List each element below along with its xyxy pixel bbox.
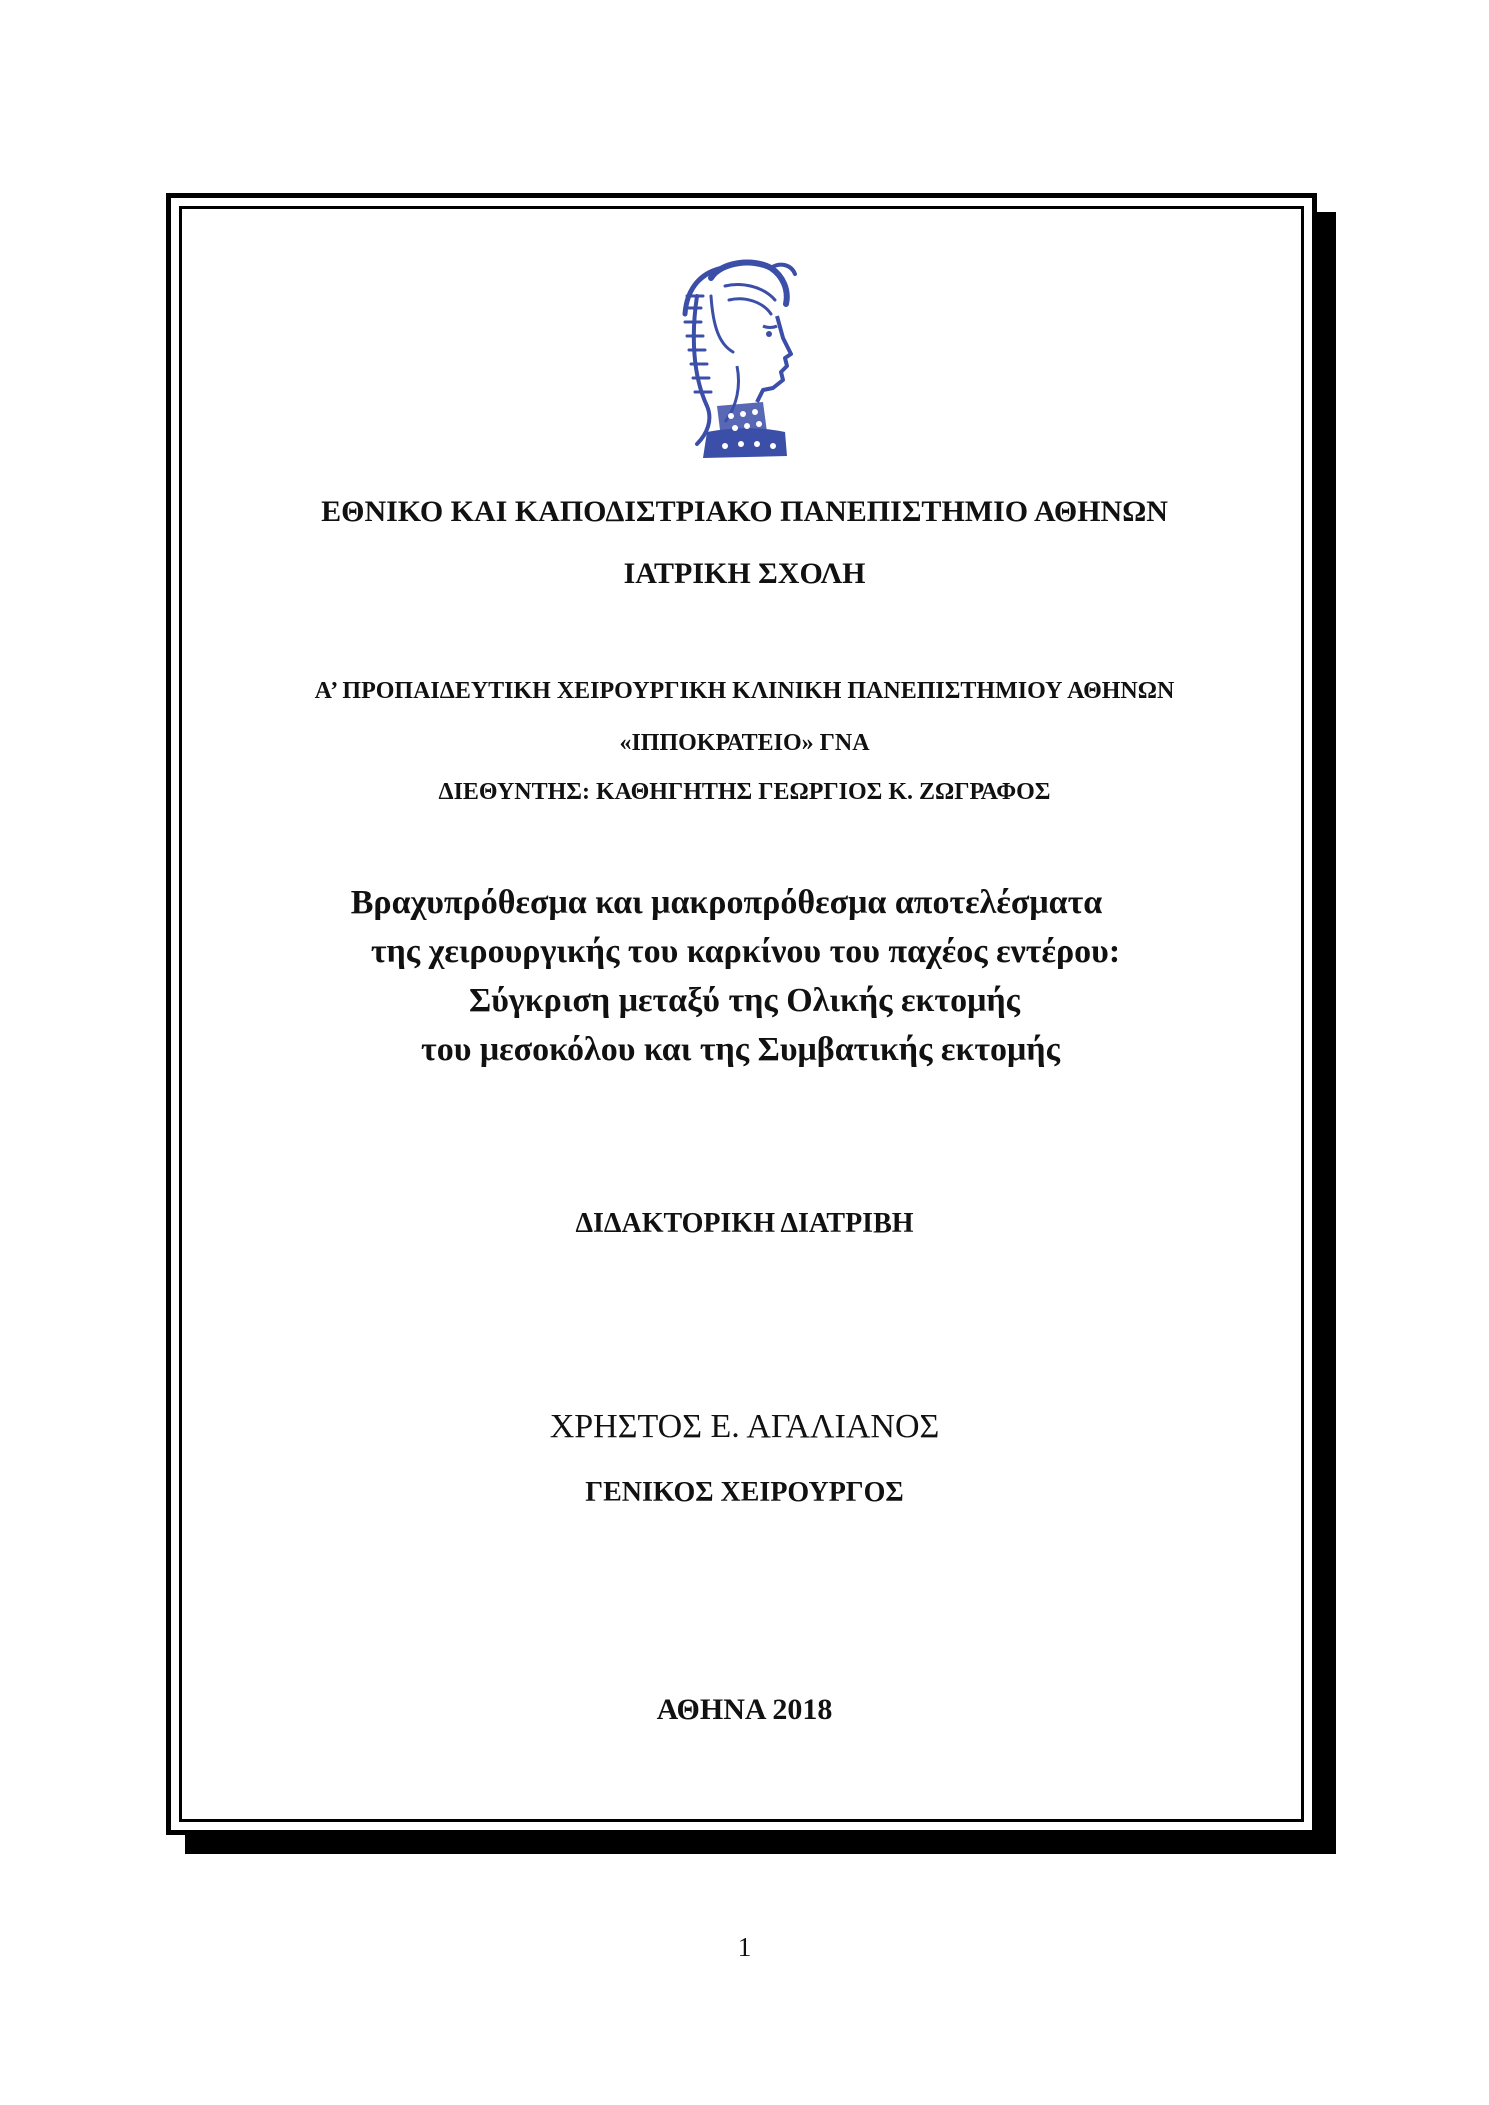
thesis-title-line-3: Σύγκριση μεταξύ της Ολικής εκτομής xyxy=(469,982,1020,1019)
school-name: ΙΑΤΡΙΚΗ ΣΧΟΛΗ xyxy=(623,557,866,590)
place-year: ΑΘΗΝΑ 2018 xyxy=(656,1693,833,1726)
athena-head-emblem-icon xyxy=(667,256,807,460)
thesis-title-line-1: Βραχυπρόθεσμα και μακροπρόθεσμα αποτελέσματα xyxy=(350,884,1103,921)
thesis-title-line-4: του μεσοκόλου και της Συμβατικής εκτομής xyxy=(421,1031,1060,1068)
university-name: ΕΘΝΙΚΟ ΚΑΙ ΚΑΠΟΔΙΣΤΡΙΑΚΟ ΠΑΝΕΠΙΣΤΗΜΙΟ ΑΘΗΝΩΝ xyxy=(321,495,1168,528)
hospital-name: «ΙΠΠΟΚΡΑΤΕΙΟ» ΓΝΑ xyxy=(619,730,870,756)
thesis-title-line-2: της χειρουργικής του καρκίνου του παχέος εντέρου: xyxy=(370,933,1121,970)
page-number: 1 xyxy=(737,1932,752,1962)
author-name: ΧΡΗΣΤΟΣ Ε. ΑΓΑΛΙΑΝΟΣ xyxy=(549,1408,940,1445)
author-role: ΓΕΝΙΚΟΣ ΧΕΙΡΟΥΡΓΟΣ xyxy=(585,1477,904,1508)
thesis-type: ΔΙΔΑΚΤΟΡΙΚΗ ΔΙΑΤΡΙΒΗ xyxy=(575,1208,914,1239)
clinic-name: Α’ ΠΡΟΠΑΙΔΕΥΤΙΚΗ ΧΕΙΡΟΥΡΓΙΚΗ ΚΛΙΝΙΚΗ ΠΑΝΕΠΙΣΤΗΜΙΟΥ ΑΘΗΝΩΝ xyxy=(314,678,1175,704)
director-line: ΔΙΕΘΥΝΤΗΣ: ΚΑΘΗΓΗΤΗΣ ΓΕΩΡΓΙΟΣ Κ. ΖΩΓΡΑΦΟΣ xyxy=(438,779,1051,805)
